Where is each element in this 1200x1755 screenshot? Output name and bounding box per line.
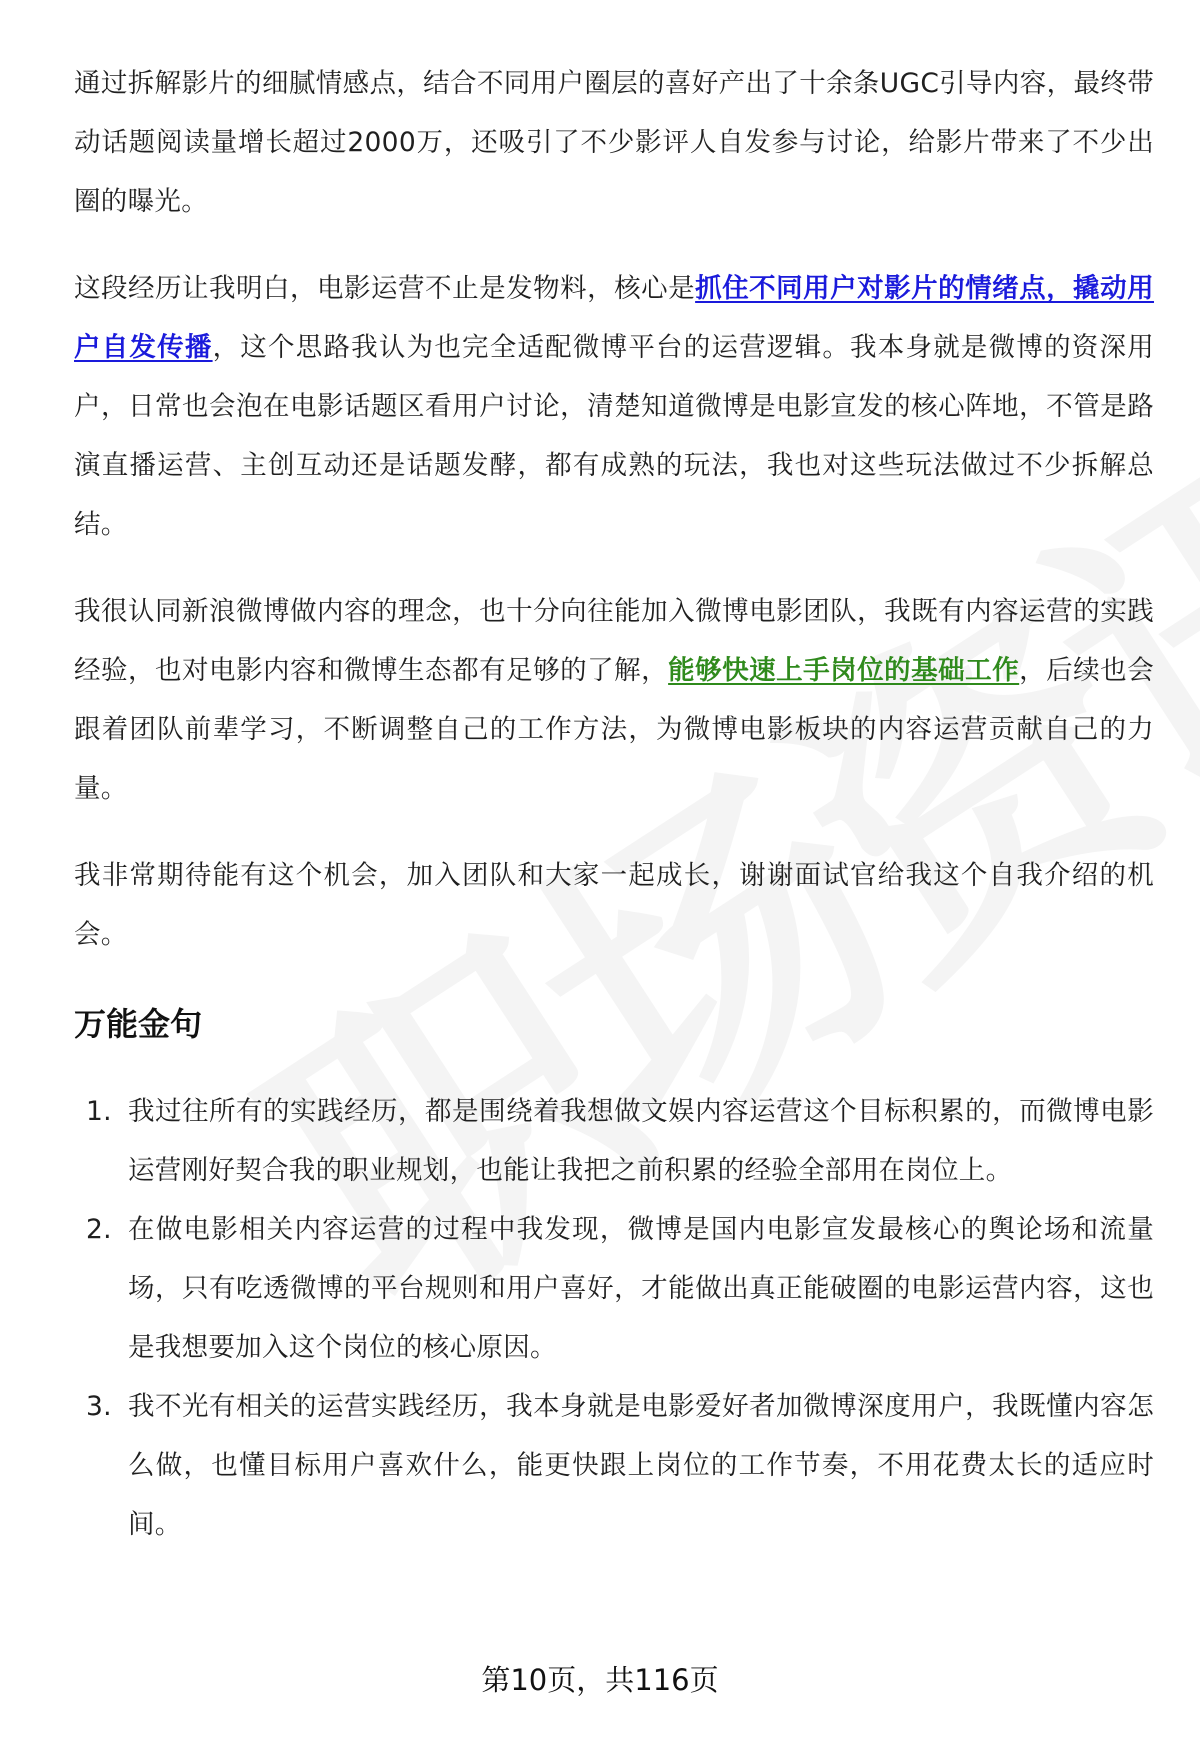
list-item (74, 1200, 1154, 1377)
quotes-list (74, 1082, 1154, 1554)
list-item-number: 2. (86, 1214, 112, 1245)
list-item-text: 我过往所有的实践经历，都是围绕着我想做文娱内容运营这个目标积累的，而微博电影运营刚好契合我的职业规划，也能让我把之前积累的经验全部用在岗位上。 (128, 1096, 1154, 1186)
paragraph-text-after: ，后续也会跟着团队前辈学习，不断调整自己的工作方法，为微博电影板块的内容运营贡献自己的力量。 (74, 655, 1154, 804)
list-item (74, 1377, 1154, 1554)
list-item-text: 在做电影相关内容运营的过程中我发现，微博是国内电影宣发最核心的舆论场和流量场，只有吃透微博的平台规则和用户喜好，才能做出真正能破圈的电影运营内容，这也是我想要加入这个岗位的核心原因。 (128, 1214, 1154, 1363)
list-item-number: 1. (86, 1096, 112, 1127)
paragraph-team-motivation (74, 582, 1154, 818)
paragraph-ugc-results (74, 54, 1154, 231)
list-item (74, 1082, 1154, 1200)
section-title: 万能金句 (74, 1005, 203, 1043)
page-content (74, 54, 1154, 1554)
list-item-number: 3. (86, 1391, 112, 1422)
page-number-footer: 第10页，共116页 (481, 1663, 719, 1697)
paragraph-text-after: ，这个思路我认为也完全适配微博平台的运营逻辑。我本身就是微博的资深用户，日常也会泡在电影话题区看用户讨论，清楚知道微博是电影宣发的核心阵地，不管是路演直播运营、主创互动还是话题发酵，都有成熟的玩法，我也对这些玩法做过不少拆解总结。 (74, 332, 1155, 540)
paragraph-text-before: 这段经历让我明白，电影运营不止是发物料，核心是 (74, 273, 696, 304)
highlight-emotion-point: 抓住不同用户对影片的情绪点，撬动用户自发传播 (74, 273, 1154, 363)
paragraph-text: 通过拆解影片的细腻情感点，结合不同用户圈层的喜好产出了十余条UGC引导内容，最终带动话题阅读量增长超过2000万，还吸引了不少影评人自发参与讨论，给影片带来了不少出圈的曝光。 (74, 68, 1154, 217)
paragraph-text-before: 我很认同新浪微博做内容的理念，也十分向往能加入微博电影团队，我既有内容运营的实践经验，也对电影内容和微博生态都有足够的了解， (74, 596, 1154, 686)
paragraph-closing (74, 846, 1154, 964)
paragraph-text: 我非常期待能有这个机会，加入团队和大家一起成长，谢谢面试官给我这个自我介绍的机会。 (74, 860, 1154, 950)
highlight-quick-start: 能够快速上手岗位的基础工作 (668, 655, 1020, 686)
paragraph-operation-insight (74, 259, 1154, 554)
list-item-text: 我不光有相关的运营实践经历，我本身就是电影爱好者加微博深度用户，我既懂内容怎么做，也懂目标用户喜欢什么，能更快跟上岗位的工作节奏，不用花费太长的适应时间。 (128, 1391, 1154, 1540)
